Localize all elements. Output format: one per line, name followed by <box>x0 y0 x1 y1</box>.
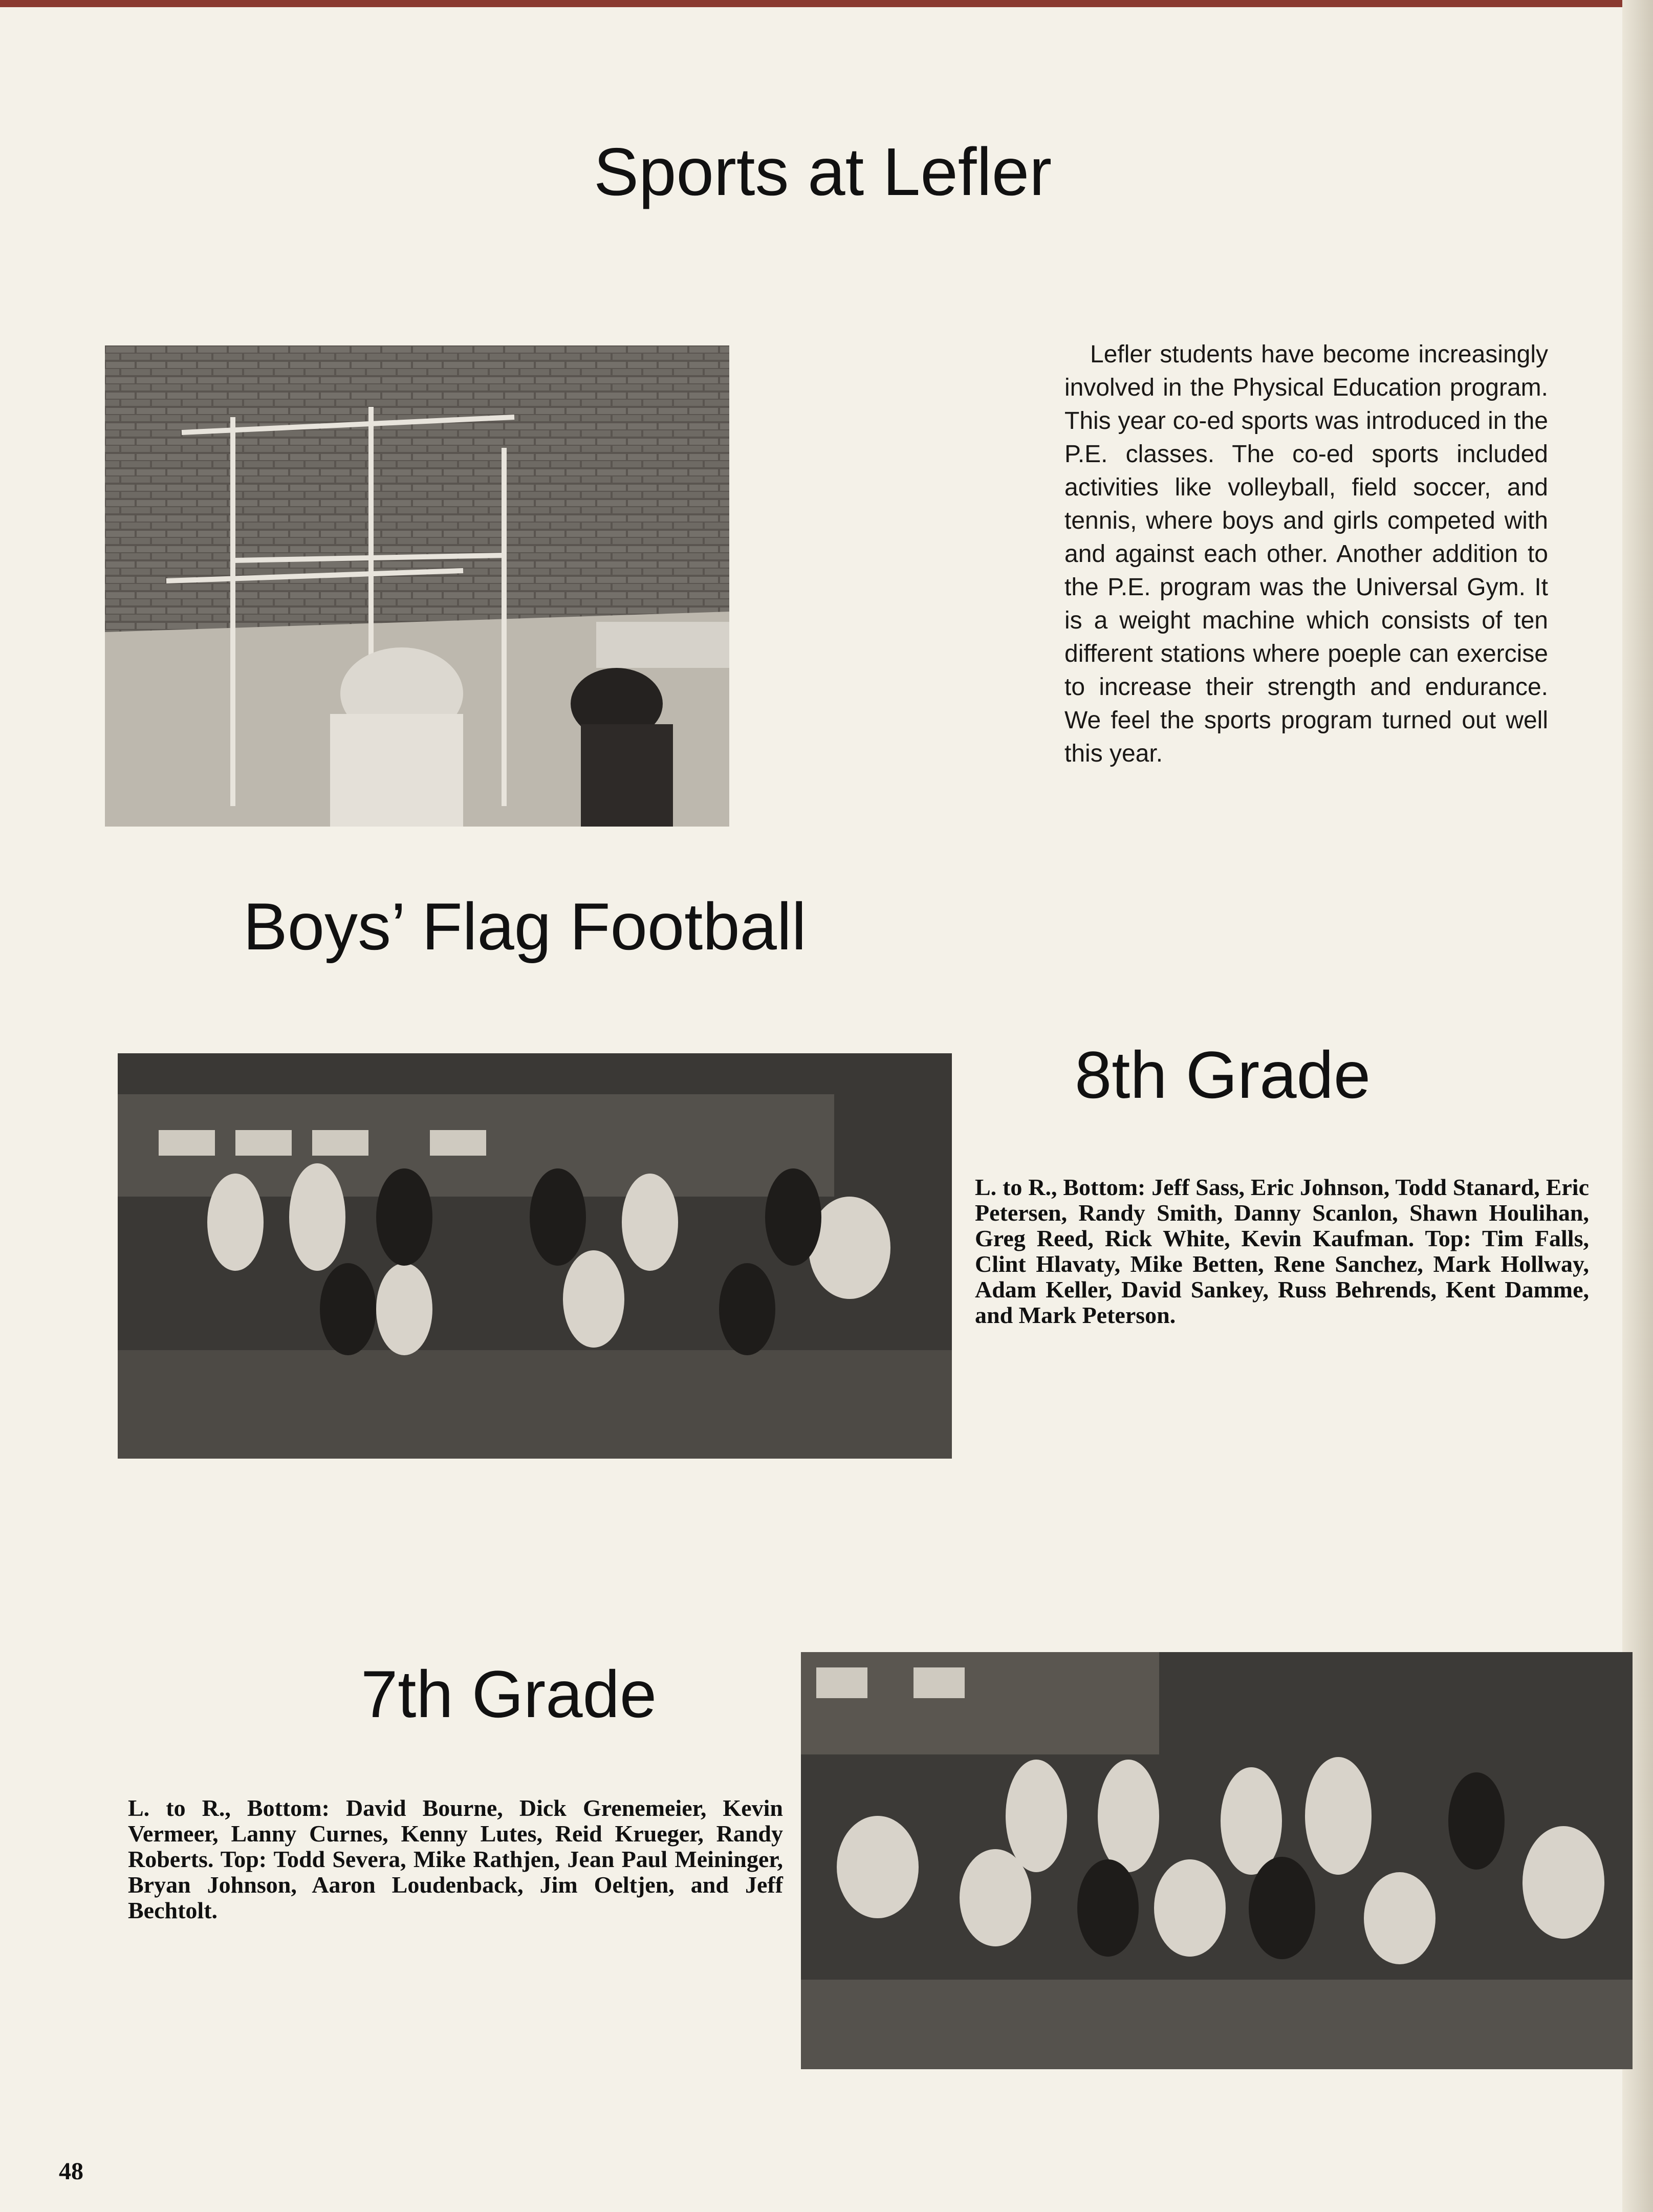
seventh-grade-team-photo <box>801 1652 1633 2069</box>
page-top-edge <box>0 0 1653 7</box>
seventh-grade-caption: L. to R., Bottom: David Bourne, Dick Grenemeier, Kevin Vermeer, Lanny Curnes, Kenny Lutes, Reid Krueger, Randy Roberts. Top: Todd Severa, Mike Rathjen, Jean Paul Meininger, Bryan Johnson, Aaron Loudenback, Jim Oeltjen, and Jeff Bechtolt. <box>128 1795 783 1923</box>
section-title-flag-football: Boys’ Flag Football <box>243 889 807 964</box>
section-title-eighth-grade: 8th Grade <box>1075 1037 1371 1112</box>
universal-gym-photo <box>105 345 729 827</box>
section-title-seventh-grade: 7th Grade <box>361 1657 657 1731</box>
eighth-grade-team-photo <box>118 1053 952 1459</box>
page-number: 48 <box>59 2158 83 2185</box>
page-title: Sports at Lefler <box>594 134 1052 209</box>
sports-intro-paragraph: Lefler students have become increasingly involved in the Physical Education program. This year co-ed sports was introduced in the P.E. classes. The co-ed sports included activities like volleyball, field soccer, and tennis, where boys and girls competed with and against each other. Another addition to the P.E. program was the Universal Gym. It is a weight machine which consists of ten different stations where poeple can exercise to increase their strength and endurance. We feel the sports program turned out well this year. <box>1064 341 1548 767</box>
eighth-grade-caption: L. to R., Bottom: Jeff Sass, Eric Johnson, Todd Stanard, Eric Petersen, Randy Smith, Danny Scanlon, Shawn Houlihan, Greg Reed, Rick White, Kevin Kaufman. Top: Tim Falls, Clint Hlavaty, Mike Betten, Rene Sanchez, Mark Hollway, Adam Keller, David Sankey, Russ Behrends, Kent Damme, and Mark Peterson. <box>975 1174 1589 1328</box>
